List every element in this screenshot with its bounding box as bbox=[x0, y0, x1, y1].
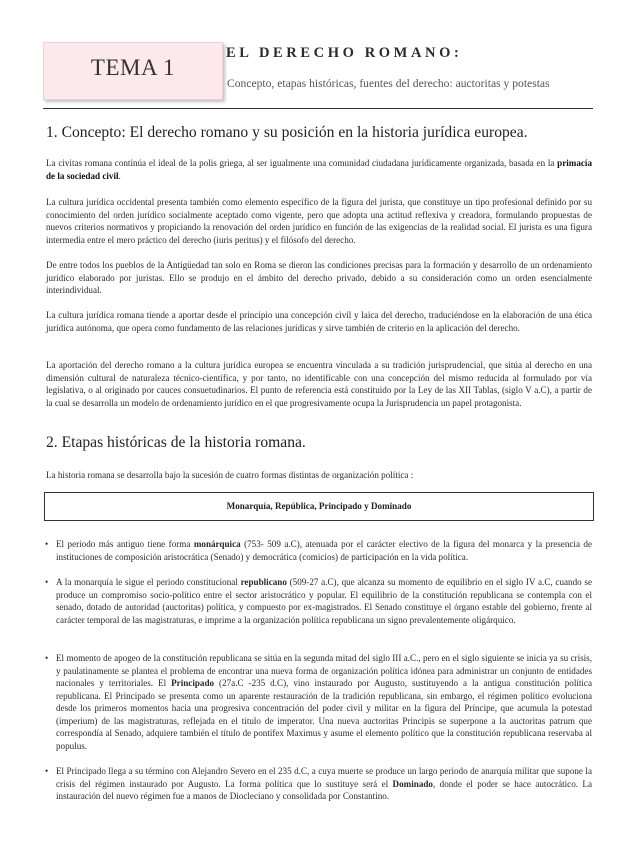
political-forms-box bbox=[44, 492, 594, 521]
bullet-item-republica: A la monarquía le sigue el periodo constitucional republicano (509-27 a.C), que alcanza su momento de equilibrio en el siglo IV a.C, cuando se produce un compromiso socio-político entre el sector aristocrático y popular. El equilibrio de la constitución republicana se contempla con el senado, dotado de autoridad (auctoritas) política, y compuesto por ex-magistrados. El Senado constituye el órgano estable del gobierno, frente al carácter temporal de las magistraturas, e imprime a la organización política republicana un signo prevalentemente oligárquico. bbox=[56, 577, 592, 625]
section-2-heading: 2. Etapas históricas de la historia romana. bbox=[46, 434, 306, 451]
tema-label: TEMA 1 bbox=[90, 55, 176, 80]
header-divider bbox=[43, 108, 593, 109]
bullet-icon: • bbox=[45, 577, 49, 587]
bold-term: Dominado bbox=[392, 778, 433, 789]
section-1-paragraph-1: La civitas romana continúa el ideal de la polis griega, al ser igualmente una comunidad ciudadana jurídicamente organizada, basada en la primacía de la sociedad civil. bbox=[46, 158, 592, 181]
bold-term: republicano bbox=[240, 577, 287, 587]
bold-term: primacía de la sociedad civil bbox=[46, 158, 592, 181]
bullet-icon: • bbox=[45, 766, 49, 776]
bold-term: monárquica bbox=[193, 539, 241, 549]
section-1-paragraph-5: La aportación del derecho romano a la cultura jurídica europea se encuentra vinculada a su tradición jurisprudencial, que sitúa al derecho en una dimensión cultural de naturaleza técnico-científica, y por tanto, no identificable con una concepción del mismo reducida al formulado por vía legislativa, o al originado por cauces consuetudinarios. El punto de referencia está constituido por la Ley de las XII Tablas, (siglo V a.C), a partir de la cual se desarrolla un modelo de ordenamiento jurídico en el que progresivamente ocupa la Jurisprudencia un papel protagonista. bbox=[46, 360, 592, 408]
section-1-paragraph-3: De entre todos los pueblos de la Antigüedad tan solo en Roma se dieron las condiciones precisas para la formación y desarrollo de un ordenamiento jurídico elaborado por juristas. Ello se produjo en el ámbito del derecho privado, debido a su consideración como un orden esencialmente interindividual. bbox=[46, 260, 592, 295]
section-1-paragraph-4: La cultura jurídica romana tiende a aportar desde el principio una concepción civil y laica del derecho, traduciéndose en la elaboración de una ética jurídica autónoma, que opera como fundamento de las relaciones jurídicas y sirve también de criterio en la aplicación del derecho. bbox=[46, 310, 592, 333]
document-title: EL DERECHO ROMANO: bbox=[226, 45, 463, 61]
document-subtitle: Concepto, etapas históricas, fuentes del derecho: auctoritas y potestas bbox=[227, 77, 550, 90]
tema-box bbox=[43, 42, 223, 100]
bullet-item-dominado: El Principado llega a su término con Alejandro Severo en el 235 d.C, a cuya muerte se produce un largo periodo de anarquía militar que supone la crisis del régimen instaurado por Augusto. La forma política que lo sustituye será el Dominado, donde el poder se hace autocrático. La instauración del nuevo régimen fue a manos de Diocleciano y consolidada por Constantino. bbox=[56, 766, 593, 801]
section-2-intro: La historia romana se desarrolla bajo la sucesión de cuatro formas distintas de organización política : bbox=[46, 470, 414, 480]
bullet-icon: • bbox=[45, 653, 49, 663]
bullet-item-monarquia: El periodo más antiguo tiene forma monárquica (753- 509 a.C), atenuada por el carácter electivo de la figura del monarca y la presencia de instituciones de composición aristocrática (Senado) y democrática (comicios) de participación en la vida política. bbox=[56, 539, 593, 562]
political-forms-label: Monarquía, República, Principado y Dominado bbox=[226, 501, 412, 511]
bullet-item-principado: El momento de apogeo de la constitución republicana se sitúa en la segunda mitad del siglo III a.C., pero en el siglo siguiente se inicia ya su crisis, y paulatinamente se plantea el problema de encontrar una nueva forma de organización política idónea para administrar un conjunto de entidades nacionales y territoriales. El Principado (27a.C -235 d.C), vino instaurado por Augusto, sustituyendo a la antigua constitución política republicana. El Principado se presenta como un aparente restauración de la tradición republicana, sin embargo, el régimen político evoluciona desde los primeros momentos hacia una progresiva concentración del poder civil y militar en la figura del Príncipe, que acumula la potestad (imperium) de las magistraturas, reflejada en el título de imperator. Una nueva auctoritas Principis se superpone a la auctoritas patrum que correspondía al Senado, adquiere también el título de pontifex Maximus y asume el elemento político que la constitución republicana reservaba al populus. bbox=[56, 653, 593, 751]
bullet-icon: • bbox=[45, 539, 49, 549]
bold-term: Principado bbox=[171, 678, 215, 688]
section-1-heading: 1. Concepto: El derecho romano y su posición en la historia jurídica europea. bbox=[46, 124, 528, 141]
section-1-paragraph-2: La cultura jurídica occidental presenta también como elemento específico de la figura del jurista, que constituye un tipo profesional definido por su conocimiento del orden jurídico socialmente aceptado como vigente, pero que adopta una actitud reflexiva y creadora, formulando propuestas de nuevos criterios normativos y propiciando la renovación del orden jurídico en función de las exigencias de la realidad social. El jurista es una figura intermedia entre el mero práctico del derecho (iuris peritus) y el filósofo del derecho. bbox=[46, 197, 592, 245]
